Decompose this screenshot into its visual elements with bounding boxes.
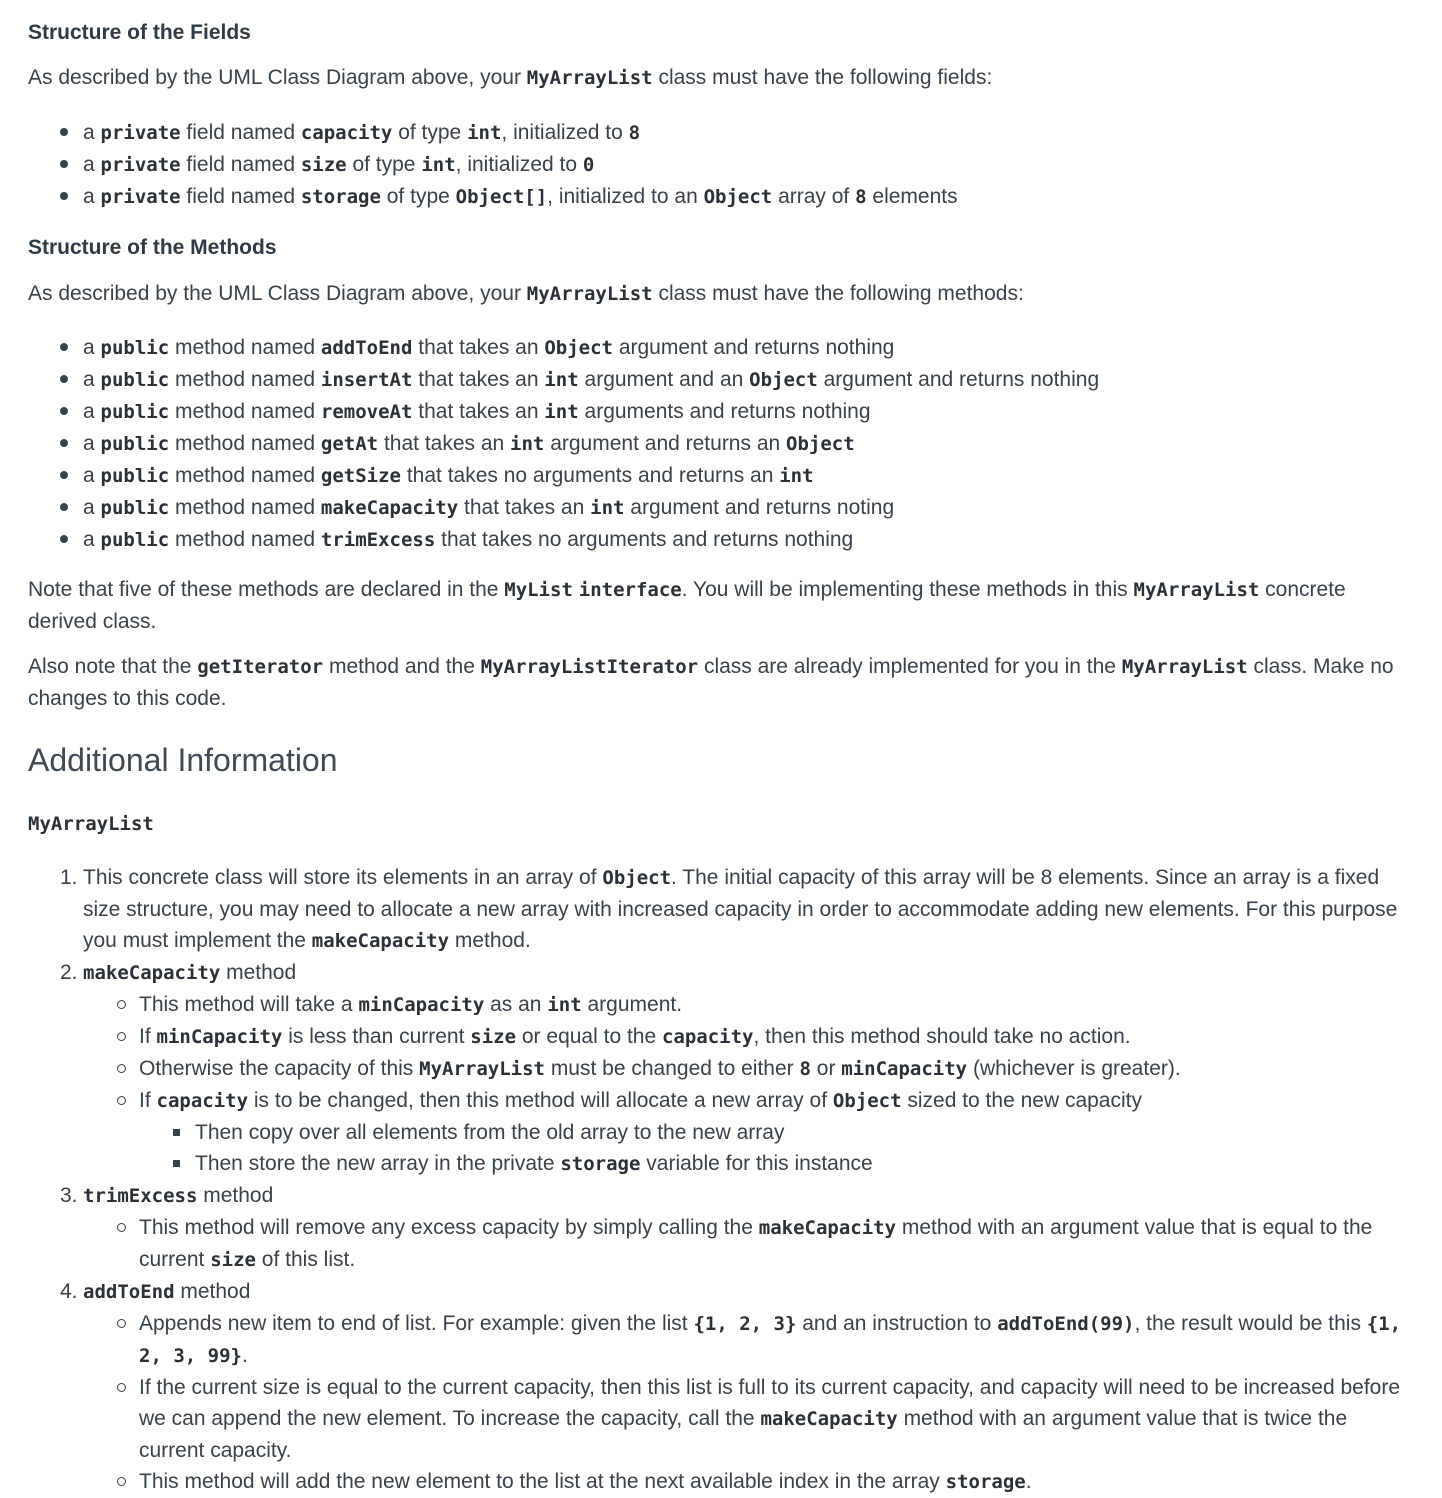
fields-intro: As described by the UML Class Diagram above, your MyArrayList class must have the following fields: <box>28 66 993 89</box>
sub-sub-item: Then copy over all elements from the old array to the new array <box>195 1117 1413 1148</box>
fields-list <box>83 117 958 213</box>
sub-item: Otherwise the capacity of this MyArrayList must be changed to either 8 or minCapacity (whichever is greater). <box>139 1053 1413 1085</box>
additional-info-heading: Additional Information <box>28 742 338 778</box>
note-iterator: Also note that the getIterator method and the MyArrayListIterator class are already implemented for you in the MyArrayList class. Make no changes to this code. <box>28 655 1394 710</box>
method-item: a public method named trimExcess that takes no arguments and returns nothing <box>83 524 1099 556</box>
sub-item: If the current size is equal to the current capacity, then this list is full to its current capacity, and capacity will need to be increased before we can append the new element. To increase the capacity, call the makeCapacity method with an argument value that is twice the current capacity. <box>139 1372 1413 1466</box>
method-item: a public method named makeCapacity that takes an int argument and returns noting <box>83 492 1099 524</box>
sub-item: This method will add the new element to the list at the next available index in the array storage. <box>139 1466 1413 1498</box>
methods-heading: Structure of the Methods <box>28 236 277 259</box>
sub-sub-item: Then store the new array in the private storage variable for this instance <box>195 1148 1413 1180</box>
method-item: a public method named getAt that takes an int argument and returns an Object <box>83 428 1099 460</box>
methods-intro: As described by the UML Class Diagram above, your MyArrayList class must have the following methods: <box>28 282 1024 305</box>
additional-info-list <box>60 862 1413 1498</box>
sub-item: This method will remove any excess capacity by simply calling the makeCapacity method with an argument value that is equal to the current size of this list. <box>139 1212 1413 1276</box>
myarraylist-subheading: MyArrayList <box>28 813 154 835</box>
info-item-1: 1. This concrete class will store its elements in an array of Object. The initial capacity of this array will be 8 elements. Since an array is a fixed size structure, you may need to allocate a new array with increased capacity in order to accommodate adding new elements. For this purpose you must implement the makeCapacity method. <box>60 866 1398 952</box>
info-item-4: 4. addToEnd method <box>60 1280 251 1303</box>
info-item-2: 2. makeCapacity method <box>60 961 297 984</box>
field-item: a private field named storage of type Object[], initialized to an Object array of 8 elements <box>83 181 958 213</box>
sub-item: If capacity is to be changed, then this method will allocate a new array of Object sized to the new capacity <box>139 1085 1413 1117</box>
note-interface: Note that five of these methods are declared in the MyList interface. You will be implementing these methods in this MyArrayList concrete derived class. <box>28 578 1346 633</box>
field-item: a private field named capacity of type int, initialized to 8 <box>83 117 958 149</box>
methods-list <box>83 332 1099 556</box>
method-item: a public method named removeAt that takes an int arguments and returns nothing <box>83 396 1099 428</box>
info-item-3: 3. trimExcess method <box>60 1184 274 1207</box>
sub-item: If minCapacity is less than current size or equal to the capacity, then this method should take no action. <box>139 1021 1413 1053</box>
method-item: a public method named getSize that takes no arguments and returns an int <box>83 460 1099 492</box>
sub-item: Appends new item to end of list. For example: given the list {1, 2, 3} and an instruction to addToEnd(99), the result would be this {1, 2, 3, 99}. <box>139 1308 1413 1372</box>
method-item: a public method named addToEnd that takes an Object argument and returns nothing <box>83 332 1099 364</box>
sub-item: This method will take a minCapacity as an int argument. <box>139 989 1413 1021</box>
field-item: a private field named size of type int, initialized to 0 <box>83 149 958 181</box>
method-item: a public method named insertAt that takes an int argument and an Object argument and returns nothing <box>83 364 1099 396</box>
fields-heading: Structure of the Fields <box>28 21 251 44</box>
